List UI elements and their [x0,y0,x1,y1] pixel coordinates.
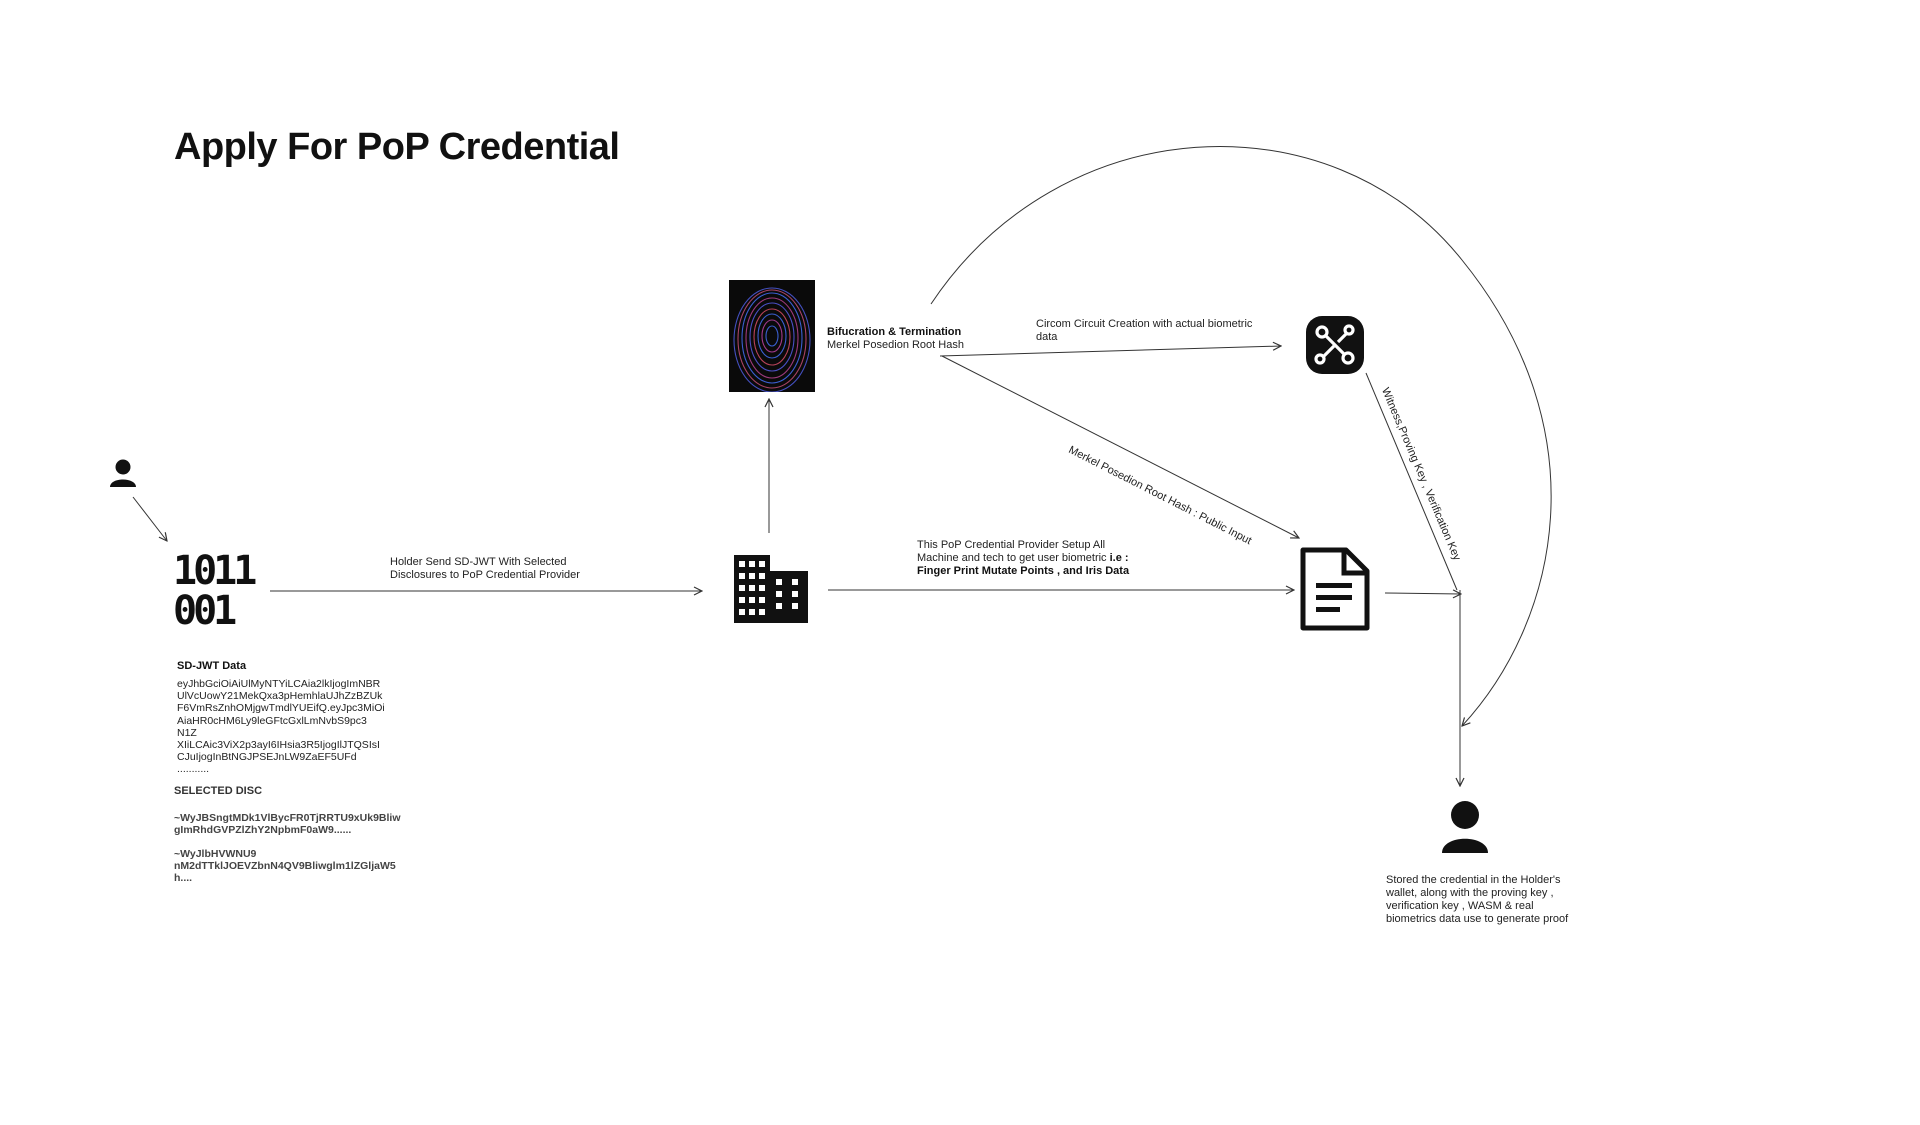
label-line: Holder Send SD-JWT With Selected [390,556,567,568]
label-bifurcation [827,326,964,352]
sdjwt-line: eyJhbGciOiAiUlMyNTYiLCAia2lkIjogImNBR [177,678,381,690]
disclosure-2: ~WyJlbHVWNU9 nM2dTTklJOEVZbnN4QV9Bliwglm1lZGljaW5 h.... [174,848,396,885]
label-bifurcation-sub: Merkel Posedion Root Hash [827,339,964,351]
label-line: Finger Print Mutate Points , and Iris Data [917,565,1130,577]
label-provider-setup [917,539,1129,578]
person-icon [108,458,138,493]
sdjwt-line: CJuIjogInBtNGJPSEJnLW9ZaEF5UFd [177,751,357,764]
sdjwt-line: N1Z [177,726,197,739]
sdjwt-line: UlVcUowY21MekQxa3pHemhlaUJhZzBZUk [177,690,383,703]
note-line: verification key , WASM & real [1386,900,1534,912]
disclosure-1: ~WyJBSngtMDk1VlBycFR0TjRRTU9xUk9Bliw gImRhdGVPZlZhY2NpbmF0aW9...... [174,812,401,837]
sdjwt-data [177,678,385,776]
arrow-document-to-junction [1385,593,1461,594]
sdjwt-line: AiaHR0cHM6Ly9leGFtcGxlLmNvbS9pc3 [177,714,367,727]
selected-disc-heading: SELECTED DISC [174,785,263,797]
label-line: data [1036,331,1058,343]
label-witness-keys: Witness,Proving Key , Verification Key [1378,386,1463,563]
sdjwt-line: F6VmRsZnhOMjgwTmdlYUEifQ.eyJpc3MiOi [177,702,385,715]
circuit-icon [1306,316,1364,379]
label-line [917,552,1129,565]
sdjwt-line: XIiLCAic3ViX2p3ayI6IHsia3R5IjogIlJTQSIsI [177,739,380,752]
label-line: This PoP Credential Provider Setup All [917,539,1106,551]
sdjwt-line: ........... [177,763,210,776]
label-line: Disclosures to PoP Credential Provider [390,569,580,581]
note-line: biometrics data use to generate proof [1386,913,1569,925]
label-text-bold: i.e : [1109,552,1129,564]
sdjwt-heading: SD-JWT Data [177,660,247,672]
arrow-bifurcation-to-circuit [940,346,1281,356]
binary-icon: 1011 001 [173,548,254,634]
line-circuit-to-junction [1366,373,1457,590]
arrow-bifurcation-to-document [942,356,1299,538]
label-merkel-public: Merkel Posedion Root Hash : Public Input [1066,444,1254,548]
arc-fingerprint-to-wallet [931,146,1551,726]
fingerprint-icon [729,280,815,392]
note-line: wallet, along with the proving key , [1386,887,1554,899]
page-title: Apply For PoP Credential [174,126,620,168]
label-line: Circom Circuit Creation with actual biometric [1036,318,1253,330]
building-icon [734,555,808,628]
person-icon [1440,800,1490,859]
document-icon [1300,547,1370,636]
label-circom [1036,318,1252,344]
stored-note [1386,874,1568,926]
note-line: Stored the credential in the Holder's [1386,874,1561,886]
label-holder-send [390,556,580,582]
arrow-holder-to-sdjwt [133,497,167,541]
label-bifurcation-title: Bifucration & Termination [827,326,962,338]
label-text: Machine and tech to get user biometric [917,552,1110,564]
